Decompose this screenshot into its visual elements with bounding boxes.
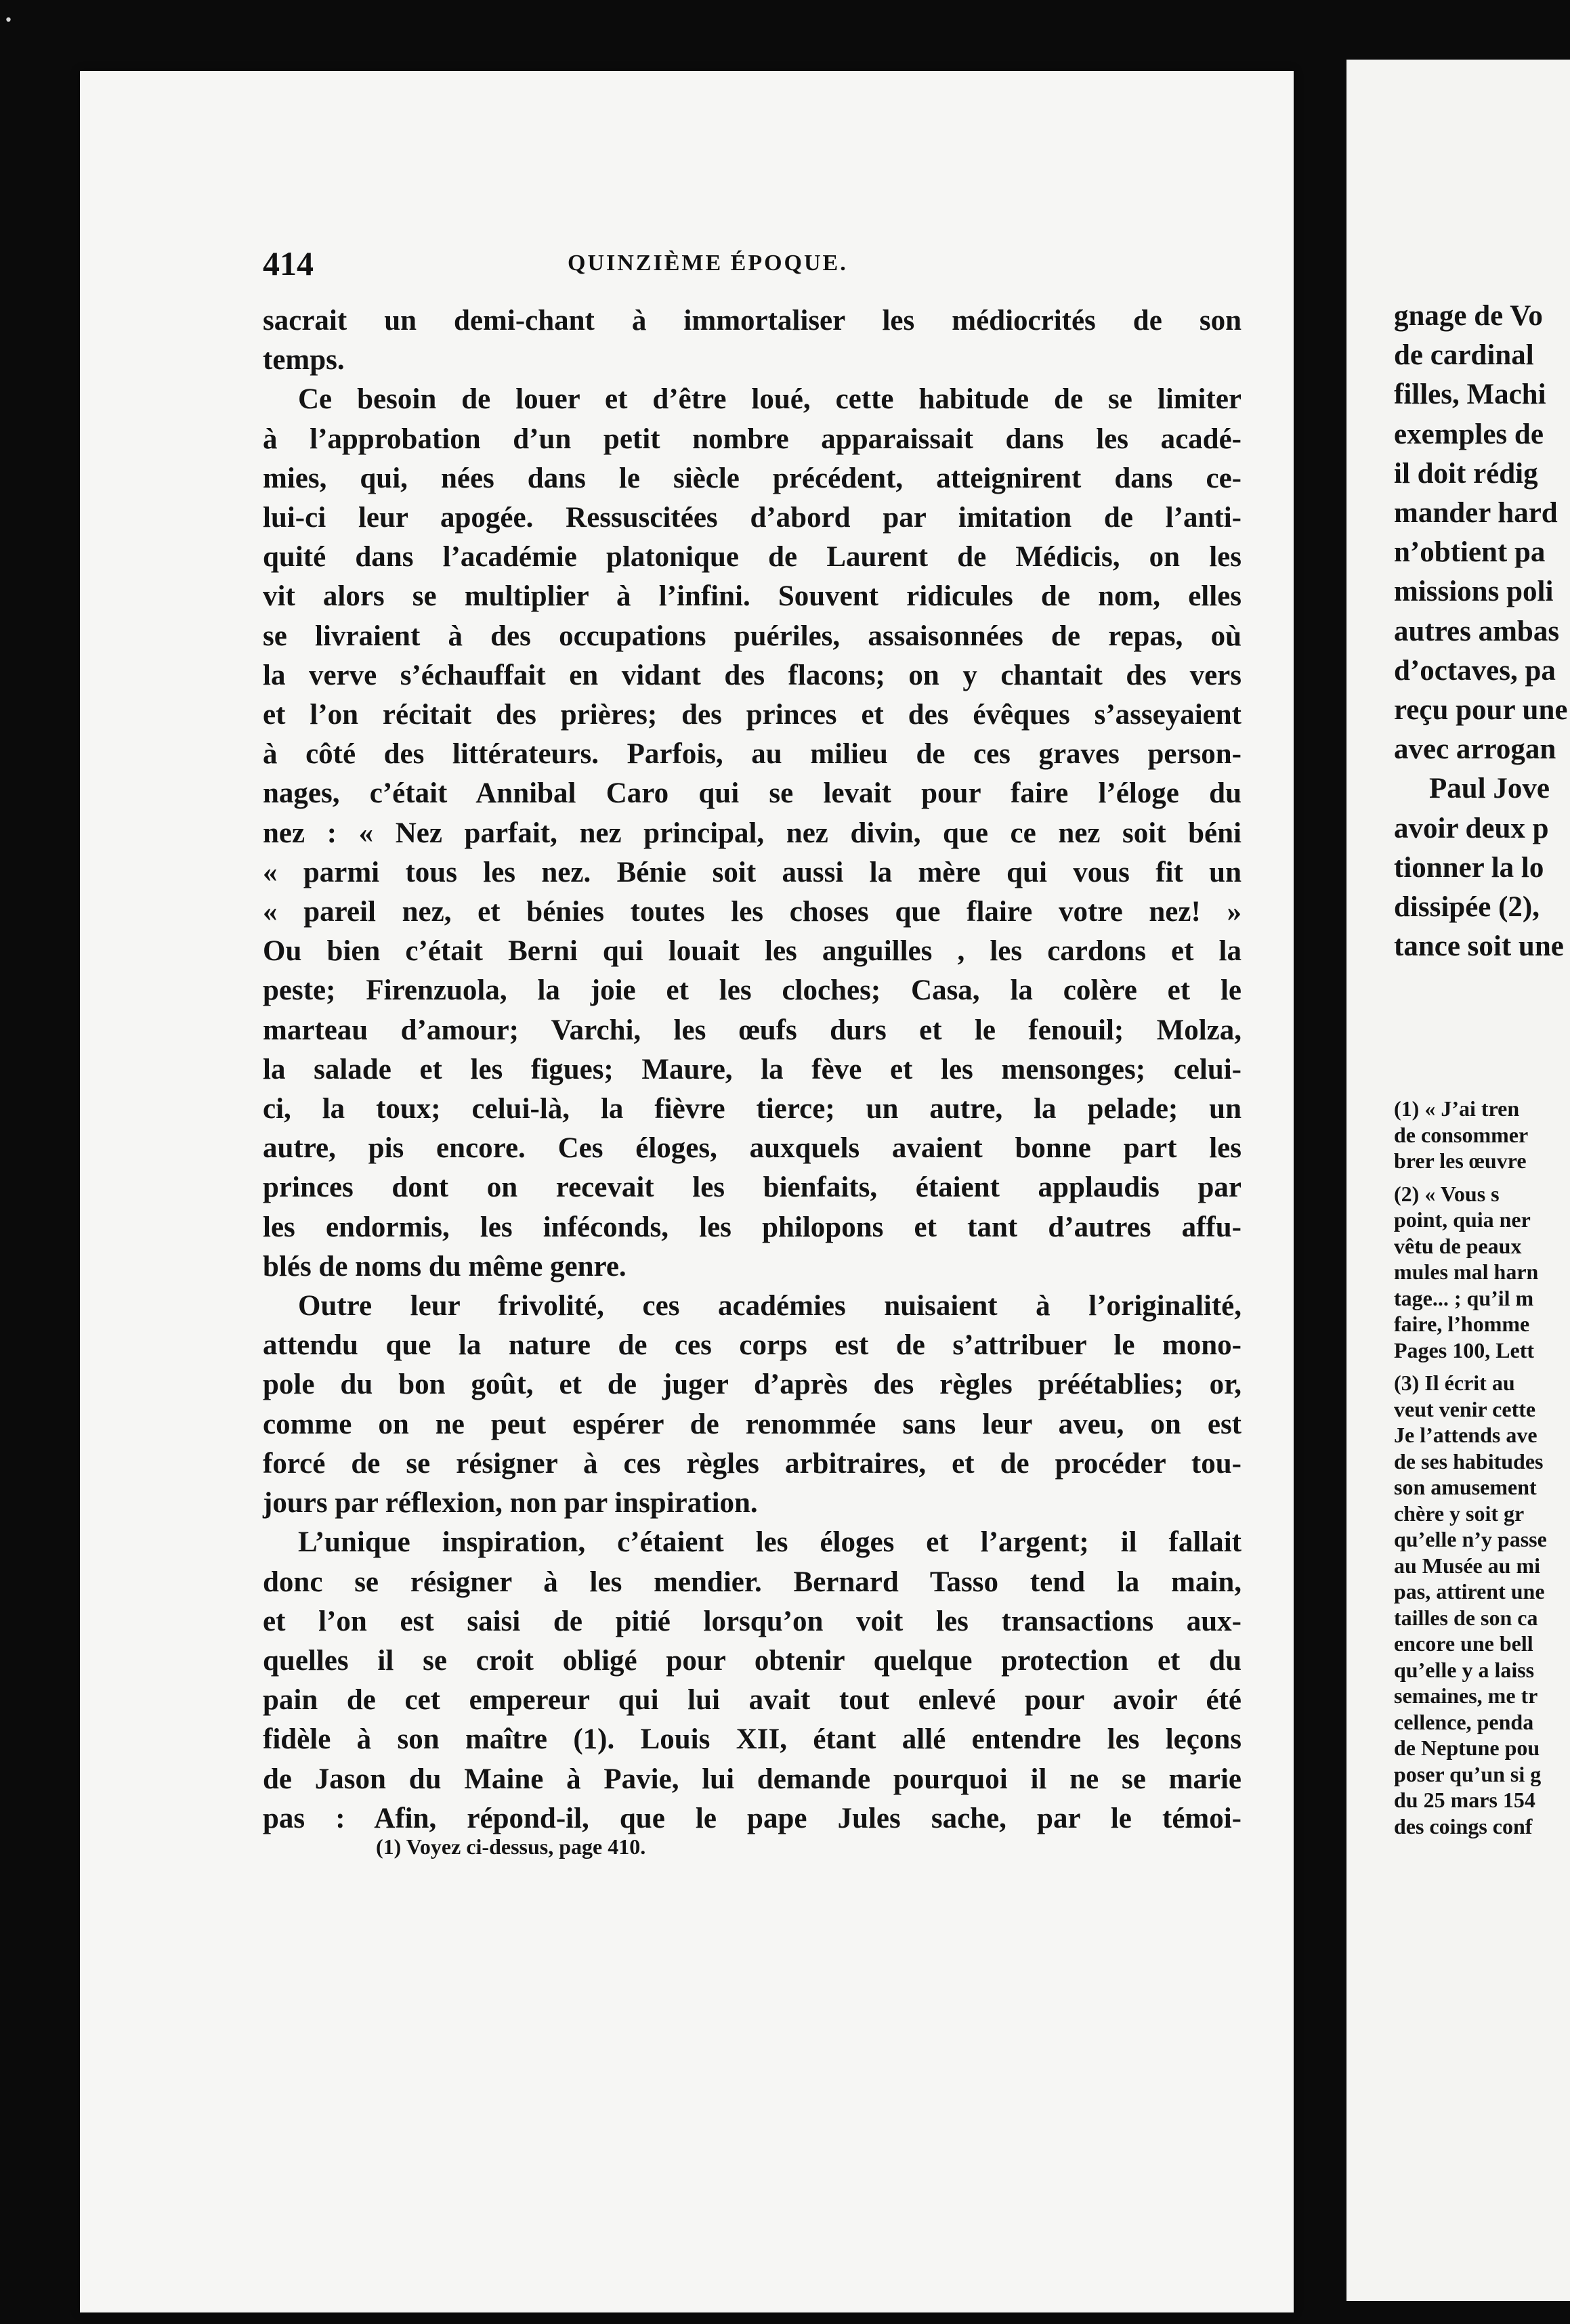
right-text-line: mander hard <box>1394 497 1558 530</box>
text-line: et l’on est saisi de pitié lorsqu’on voit les transactions aux- <box>263 1605 1242 1637</box>
right-note-line: tailles de son ca <box>1394 1605 1538 1630</box>
right-page-notes <box>1394 1096 1570 1839</box>
right-note-line: mules mal harn <box>1394 1260 1539 1284</box>
right-note-line: chère y soit gr <box>1394 1501 1525 1526</box>
right-text-line: avec arrogan <box>1394 733 1556 766</box>
text-line: la salade et les figues; Maure, la fève et les mensonges; celui- <box>263 1053 1242 1085</box>
right-note-line: cellence, penda <box>1394 1709 1534 1734</box>
right-note-line: de ses habitudes <box>1394 1448 1544 1473</box>
text-line: à côté des littérateurs. Parfois, au milieu de ces graves person- <box>263 738 1242 771</box>
right-page <box>1346 60 1570 2301</box>
text-line: donc se résigner à les mendier. Bernard Tasso tend la main, <box>263 1566 1242 1598</box>
right-note-line: de consommer <box>1394 1122 1529 1147</box>
text-line: pain de cet empereur qui lui avait tout enlevé pour avoir été <box>263 1684 1242 1717</box>
scan-mark: • <box>4 12 13 29</box>
text-line: pas : Afin, répond-il, que le pape Jules sache, par le témoi- <box>263 1802 1242 1834</box>
text-line: Ou bien c’était Berni qui louait les anguilles , les cardons et la <box>263 935 1242 968</box>
right-note-line: point, quia ner <box>1394 1207 1531 1232</box>
right-note-line: (3) Il écrit au <box>1394 1371 1515 1395</box>
right-text-line: n’obtient pa <box>1394 536 1546 569</box>
right-note-line: semaines, me tr <box>1394 1683 1538 1708</box>
right-note-line: Pages 100, Lett <box>1394 1337 1535 1362</box>
right-note-line: veut venir cette <box>1394 1396 1536 1421</box>
text-line: « pareil nez, et bénies toutes les choses que flaire votre nez! » <box>263 896 1242 928</box>
right-note-line: du 25 mars 154 <box>1394 1788 1535 1812</box>
text-line: les endormis, les inféconds, les philopons et tant d’autres affu- <box>263 1211 1242 1243</box>
right-text-line: dissipée (2), <box>1394 891 1540 924</box>
right-note-line: au Musée au mi <box>1394 1553 1540 1578</box>
text-line: et l’on récitait des prières; des princes et des évêques s’asseyaient <box>263 699 1242 731</box>
right-text-line: avoir deux p <box>1394 812 1549 844</box>
right-note-line: qu’elle n’y passe <box>1394 1527 1547 1551</box>
footnote: (1) Voyez ci-dessus, page 410. <box>376 1834 646 1859</box>
text-line: la verve s’échauffait en vidant des flacons; on y chantait des vers <box>263 659 1242 691</box>
text-line: peste; Firenzuola, la joie et les cloches; Casa, la colère et le <box>263 974 1242 1007</box>
right-note-line: encore une bell <box>1394 1631 1533 1656</box>
text-line: de Jason du Maine à Pavie, lui demande pourquoi il ne se marie <box>263 1763 1242 1795</box>
page-header <box>263 244 1245 284</box>
right-page-body <box>1394 297 1570 966</box>
right-note-line: (1) « J’ai tren <box>1394 1096 1520 1121</box>
text-line: à l’approbation d’un petit nombre apparaissait dans les acadé- <box>263 423 1242 455</box>
right-text-line: exemples de <box>1394 418 1544 450</box>
right-note-line: de Neptune pou <box>1394 1736 1540 1760</box>
text-line: blés de noms du même genre. <box>263 1250 627 1283</box>
running-title: QUINZIÈME ÉPOQUE. <box>568 251 848 276</box>
right-text-line: reçu pour une <box>1394 694 1568 727</box>
text-line: ci, la toux; celui-là, la fièvre tierce; un autre, la pelade; un <box>263 1093 1242 1125</box>
text-line: pole du bon goût, et de juger d’après des règles préétablies; or, <box>263 1369 1242 1401</box>
page-number: 414 <box>263 244 314 282</box>
text-line: « parmi tous les nez. Bénie soit aussi la mère qui vous fit un <box>263 856 1242 888</box>
right-note-line: vêtu de peaux <box>1394 1233 1522 1258</box>
right-text-line: tance soit une <box>1394 930 1564 963</box>
right-text-line: autres ambas <box>1394 615 1560 647</box>
right-note-line: faire, l’homme <box>1394 1312 1530 1336</box>
text-line: quité dans l’académie platonique de Laurent de Médicis, on les <box>263 541 1242 574</box>
text-line: mies, qui, nées dans le siècle précédent, atteignirent dans ce- <box>263 462 1242 494</box>
right-text-line: filles, Machi <box>1394 379 1546 411</box>
text-line: attendu que la nature de ces corps est de s’attribuer le mono- <box>263 1329 1242 1362</box>
right-note-line: pas, attirent une <box>1394 1579 1545 1604</box>
right-text-line: gnage de Vo <box>1394 300 1543 332</box>
text-line: quelles il se croit obligé pour obtenir quelque protection et du <box>263 1644 1242 1677</box>
right-note-line: Je l’attends ave <box>1394 1423 1537 1447</box>
text-line: nez : « Nez parfait, nez principal, nez divin, que ce nez soit béni <box>263 817 1242 849</box>
right-text-line: missions poli <box>1394 576 1554 608</box>
right-text-line: Paul Jove <box>1429 773 1550 805</box>
text-line: temps. <box>263 344 345 376</box>
text-line: se livraient à des occupations puériles, assaisonnées de repas, où <box>263 620 1242 652</box>
text-line: comme on ne peut espérer de renommée sans leur aveu, on est <box>263 1408 1242 1440</box>
right-note-line: (2) « Vous s <box>1394 1181 1500 1206</box>
text-line: forcé de se résigner à ces règles arbitraires, et de procéder tou- <box>263 1447 1242 1480</box>
right-note-line: qu’elle y a laiss <box>1394 1657 1535 1682</box>
text-line: nages, c’était Annibal Caro qui se levait pour faire l’éloge du <box>263 777 1242 810</box>
right-text-line: de cardinal <box>1394 339 1534 372</box>
right-text-line: tionner la lo <box>1394 851 1544 884</box>
text-line: princes dont on recevait les bienfaits, étaient applaudis par <box>263 1171 1242 1204</box>
right-note-line: tage... ; qu’il m <box>1394 1285 1534 1310</box>
text-line: marteau d’amour; Varchi, les œufs durs et le fenouil; Molza, <box>263 1014 1242 1046</box>
right-text-line: d’octaves, pa <box>1394 654 1556 687</box>
text-line: fidèle à son maître (1). Louis XII, étant allé entendre les leçons <box>263 1723 1242 1756</box>
body-text <box>263 301 1242 1838</box>
right-note-line: brer les œuvre <box>1394 1148 1527 1173</box>
text-line: L’unique inspiration, c’étaient les éloges et l’argent; il fallait <box>298 1526 1242 1559</box>
text-line: sacrait un demi-chant à immortaliser les médiocrités de son <box>263 305 1242 337</box>
text-line: Outre leur frivolité, ces académies nuisaient à l’originalité, <box>298 1290 1242 1322</box>
right-note-line: poser qu’un si g <box>1394 1761 1542 1786</box>
text-line: lui-ci leur apogée. Ressuscitées d’abord par imitation de l’anti- <box>263 502 1242 534</box>
right-text-line: il doit rédig <box>1394 457 1538 490</box>
text-line: Ce besoin de louer et d’être loué, cette habitude de se limiter <box>298 383 1242 416</box>
text-line: jours par réflexion, non par inspiration. <box>263 1487 758 1520</box>
text-line: vit alors se multiplier à l’infini. Souvent ridicules de nom, elles <box>263 580 1242 613</box>
text-line: autre, pis encore. Ces éloges, auxquels avaient bonne part les <box>263 1132 1242 1165</box>
right-note-line: son amusement <box>1394 1475 1537 1499</box>
right-note-line: des coings conf <box>1394 1813 1533 1838</box>
